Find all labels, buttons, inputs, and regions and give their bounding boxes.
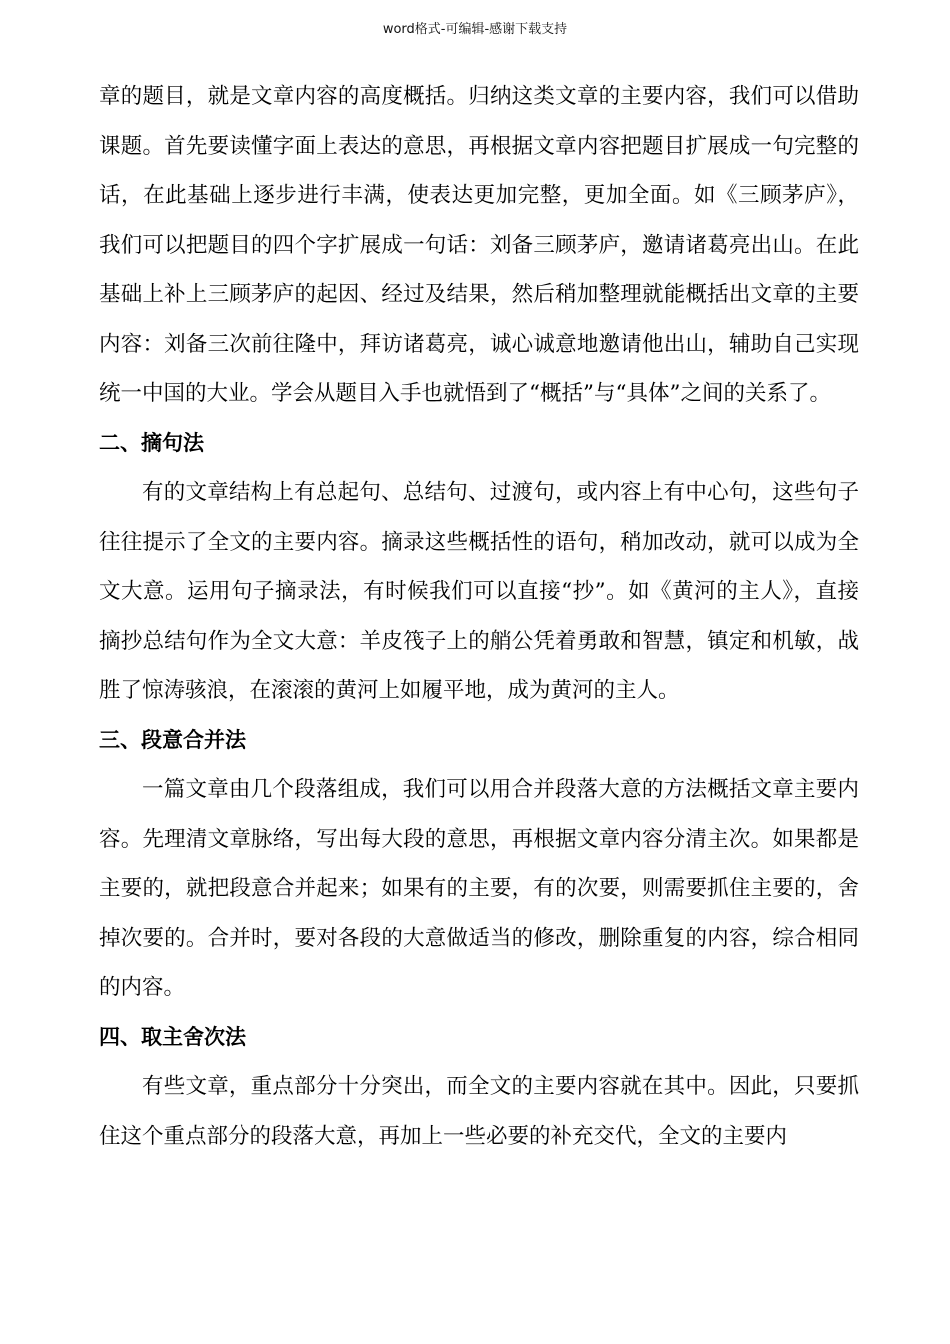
- document-body: [99, 72, 859, 1161]
- section-paragraph-quzhu-shecifa: 有些文章，重点部分十分突出，而全文的主要内容就在其中。因此，只要抓住这个重点部分的段落大意，再加上一些必要的补充交代，全文的主要内: [99, 1074, 859, 1149]
- section-paragraph-duanyi-hebingfa: 一篇文章由几个段落组成，我们可以用合并段落大意的方法概括文章主要内容。先理清文章脉络，写出每大段的意思，再根据文章内容分清主次。如果都是主要的，就把段意合并起来；如果有的主要，有的次要，则需要抓住主要的，舍掉次要的。合并时，要对各段的大意做适当的修改，删除重复的内容，综合相同的内容。: [99, 777, 859, 1000]
- page-header: word格式-可编辑-感谢下载支持: [382, 22, 568, 37]
- intro-paragraph: 章的题目，就是文章内容的高度概括。归纳这类文章的主要内容，我们可以借助课题。首先要读懂字面上表达的意思，再根据文章内容把题目扩展成一句完整的话，在此基础上逐步进行丰满，使表达更加完整，更加全面。如《三顾茅庐》，我们可以把题目的四个字扩展成一句话：刘备三顾茅庐，邀请诸葛亮出山。在此基础上补上三顾茅庐的起因、经过及结果，然后稍加整理就能概括出文章的主要内容：刘备三次前往隆中，拜访诸葛亮，诚心诚意地邀请他出山，辅助自己实现统一中国的大业。学会从题目入手也就悟到了“概括”与“具体”之间的关系了。: [99, 84, 859, 406]
- section-paragraph-zhaijufa: 有的文章结构上有总起句、总结句、过渡句，或内容上有中心句，这些句子往往提示了全文的主要内容。摘录这些概括性的语句，稍加改动，就可以成为全文大意。运用句子摘录法，有时候我们可以直接“抄”。如《黄河的主人》，直接摘抄总结句作为全文大意：羊皮筏子上的艄公凭着勇敢和智慧，镇定和机敏，战胜了惊涛骇浪，在滚滚的黄河上如履平地，成为黄河的主人。: [99, 480, 859, 703]
- section-heading-zhaijufa: 二、摘句法: [99, 430, 204, 455]
- section-heading-duanyi-hebingfa: 三、段意合并法: [99, 727, 246, 752]
- section-heading-quzhu-shecifa: 四、取主舍次法: [99, 1024, 246, 1049]
